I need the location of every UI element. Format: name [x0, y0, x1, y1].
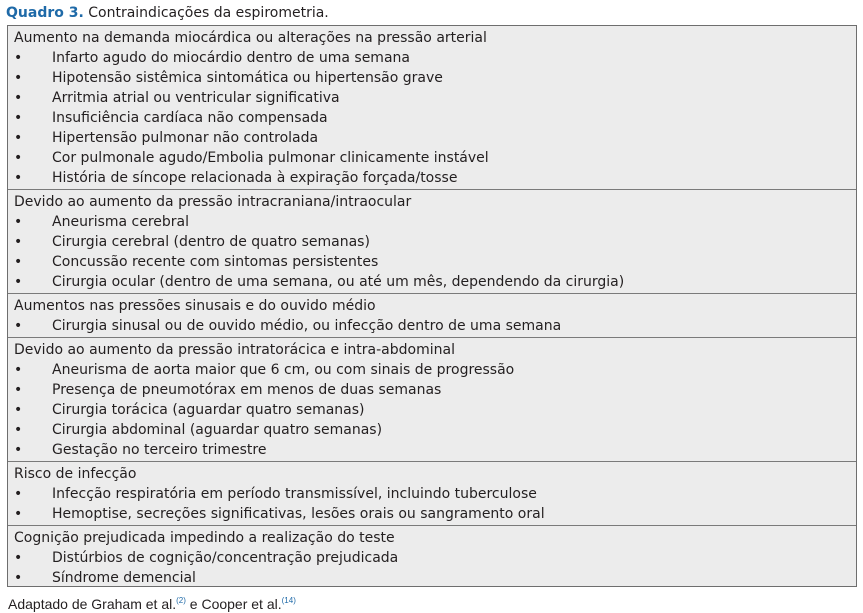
list-item [14, 316, 850, 336]
bullet-icon: • [14, 234, 23, 250]
list-item-text: Infarto agudo do miocárdio dentro de uma semana [52, 50, 410, 66]
list-item-text: Cirurgia abdominal (aguardar quatro semanas) [52, 422, 383, 438]
list-item [14, 484, 850, 504]
list-item [14, 168, 850, 188]
list-item [14, 88, 850, 108]
section-heading: Devido ao aumento da pressão intratorácica e intra-abdominal [14, 342, 455, 358]
list-item-text: Presença de pneumotórax em menos de duas semanas [52, 382, 442, 398]
reference-14: (14) [281, 596, 296, 605]
list-item-text: Cirurgia sinusal ou de ouvido médio, ou infecção dentro de uma semana [52, 318, 562, 334]
list-item [14, 504, 850, 524]
list-item-text: Hipotensão sistêmica sintomática ou hipertensão grave [52, 70, 443, 86]
list-item [14, 420, 850, 440]
bullet-icon: • [14, 110, 23, 126]
bullet-icon: • [14, 90, 23, 106]
list-item [14, 128, 850, 148]
bullet-icon: • [14, 274, 23, 290]
caption-label: Quadro 3. [6, 5, 84, 21]
list-item [14, 148, 850, 168]
contraindications-table [7, 25, 857, 587]
list-item-text: Concussão recente com sintomas persistentes [52, 254, 379, 270]
bullet-icon: • [14, 130, 23, 146]
list-item [14, 68, 850, 88]
section-heading: Devido ao aumento da pressão intracraniana/intraocular [14, 194, 412, 210]
bullet-icon: • [14, 506, 23, 522]
section-1 [8, 26, 856, 189]
bullet-icon: • [14, 254, 23, 270]
list-item [14, 108, 850, 128]
list-item-text: Síndrome demencial [52, 570, 196, 586]
source-middle: e Cooper et al. [185, 596, 282, 612]
list-item [14, 212, 850, 232]
list-item-text: Gestação no terceiro trimestre [52, 442, 267, 458]
list-item-text: Hipertensão pulmonar não controlada [52, 130, 319, 146]
bullet-icon: • [14, 422, 23, 438]
section-heading: Cognição prejudicada impedindo a realização do teste [14, 530, 395, 546]
list-item [14, 380, 850, 400]
list-item [14, 252, 850, 272]
bullet-icon: • [14, 486, 23, 502]
bullet-icon: • [14, 570, 23, 586]
reference-2: (2) [176, 596, 186, 605]
bullet-icon: • [14, 70, 23, 86]
section-5 [8, 461, 856, 525]
source-prefix: Adaptado de Graham et al. [8, 596, 177, 612]
bullet-icon: • [14, 214, 23, 230]
list-item [14, 440, 850, 460]
list-item-text: Insuficiência cardíaca não compensada [52, 110, 328, 126]
list-item-text: Arritmia atrial ou ventricular significativa [52, 90, 340, 106]
bullet-icon: • [14, 50, 23, 66]
bullet-icon: • [14, 362, 23, 378]
list-item [14, 272, 850, 292]
list-item-text: História de síncope relacionada à expiração forçada/tosse [52, 170, 458, 186]
bullet-icon: • [14, 442, 23, 458]
list-item [14, 232, 850, 252]
bullet-icon: • [14, 170, 23, 186]
list-item-text: Cirurgia ocular (dentro de uma semana, ou até um mês, dependendo da cirurgia) [52, 274, 625, 290]
section-6 [8, 525, 856, 589]
caption-title: Contraindicações da espirometria. [88, 5, 329, 21]
list-item [14, 48, 850, 68]
list-item-text: Infecção respiratória em período transmissível, incluindo tuberculose [52, 486, 537, 502]
section-4 [8, 337, 856, 461]
list-item [14, 548, 850, 568]
section-heading: Aumentos nas pressões sinusais e do ouvido médio [14, 298, 376, 314]
list-item [14, 360, 850, 380]
section-2 [8, 189, 856, 293]
list-item [14, 400, 850, 420]
bullet-icon: • [14, 150, 23, 166]
list-item [14, 568, 850, 588]
section-heading: Risco de infecção [14, 466, 137, 482]
source-note [8, 592, 296, 613]
table-caption [6, 4, 329, 22]
list-item-text: Distúrbios de cognição/concentração prejudicada [52, 550, 399, 566]
bullet-icon: • [14, 550, 23, 566]
section-3 [8, 293, 856, 337]
bullet-icon: • [14, 382, 23, 398]
bullet-icon: • [14, 402, 23, 418]
list-item-text: Cirurgia torácica (aguardar quatro semanas) [52, 402, 365, 418]
list-item-text: Cirurgia cerebral (dentro de quatro semanas) [52, 234, 370, 250]
bullet-icon: • [14, 318, 23, 334]
list-item-text: Hemoptise, secreções significativas, lesões orais ou sangramento oral [52, 506, 545, 522]
list-item-text: Aneurisma de aorta maior que 6 cm, ou com sinais de progressão [52, 362, 515, 378]
list-item-text: Aneurisma cerebral [52, 214, 190, 230]
list-item-text: Cor pulmonale agudo/Embolia pulmonar clinicamente instável [52, 150, 489, 166]
section-heading: Aumento na demanda miocárdica ou alterações na pressão arterial [14, 30, 487, 46]
